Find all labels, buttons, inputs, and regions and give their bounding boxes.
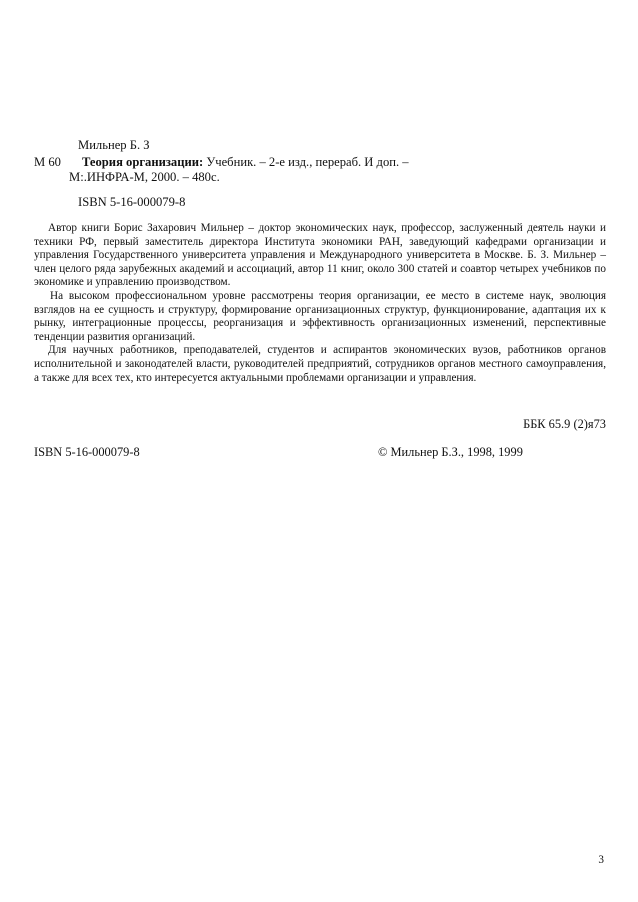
abstract-paragraph-content: На высоком профессиональном уровне рассмотрены теория организации, ее место в системе наук, эволюция взглядов на ее сущность и структуру, формирование организационных структур, функционирование, адаптация их к рынку, интеграционные процессы, реорганизация и эффективность организационных изменений, перспективные тенденции развития организаций. bbox=[34, 289, 606, 343]
catalog-entry-line bbox=[34, 155, 409, 170]
abstract-paragraph-author: Автор книги Борис Захарович Мильнер – доктор экономических наук, профессор, заслуженный деятель науки и техники РФ, первый заместитель директора Института экономики РАН, заведующий кафедрами организации и управления Государственного университета управления и Международного университета в Москве. Б. З. Мильнер – член целого ряда зарубежных академий и ассоциаций, автор 11 книг, около 300 статей и соавтор четырех учебников по экономике и управлению производством. bbox=[34, 222, 606, 289]
book-title: Теория организации: bbox=[82, 155, 204, 169]
abstract-block bbox=[34, 222, 606, 385]
page-number: 3 bbox=[598, 854, 604, 866]
bbk-code: ББК 65.9 (2)я73 bbox=[523, 417, 606, 431]
isbn-footer: ISBN 5-16-000079-8 bbox=[34, 445, 140, 459]
publisher-info: М:.ИНФРА-М, 2000. – 480с. bbox=[69, 170, 220, 184]
abstract-paragraph-audience: Для научных работников, преподавателей, студентов и аспирантов экономических вузов, работников органов исполнительной и законодателей власти, руководителей предприятий, сотрудников органов местного самоуправления, а также для всех тех, кто интересуется актуальными проблемами организации и управления. bbox=[34, 344, 606, 384]
catalog-code: М 60 bbox=[34, 155, 61, 169]
edition-info: Учебник. – 2-е изд., перераб. И доп. – bbox=[203, 155, 409, 169]
author-name: Мильнер Б. З bbox=[78, 138, 150, 152]
isbn-header: ISBN 5-16-000079-8 bbox=[78, 195, 186, 209]
copyright-notice: © Мильнер Б.З., 1998, 1999 bbox=[378, 445, 523, 459]
